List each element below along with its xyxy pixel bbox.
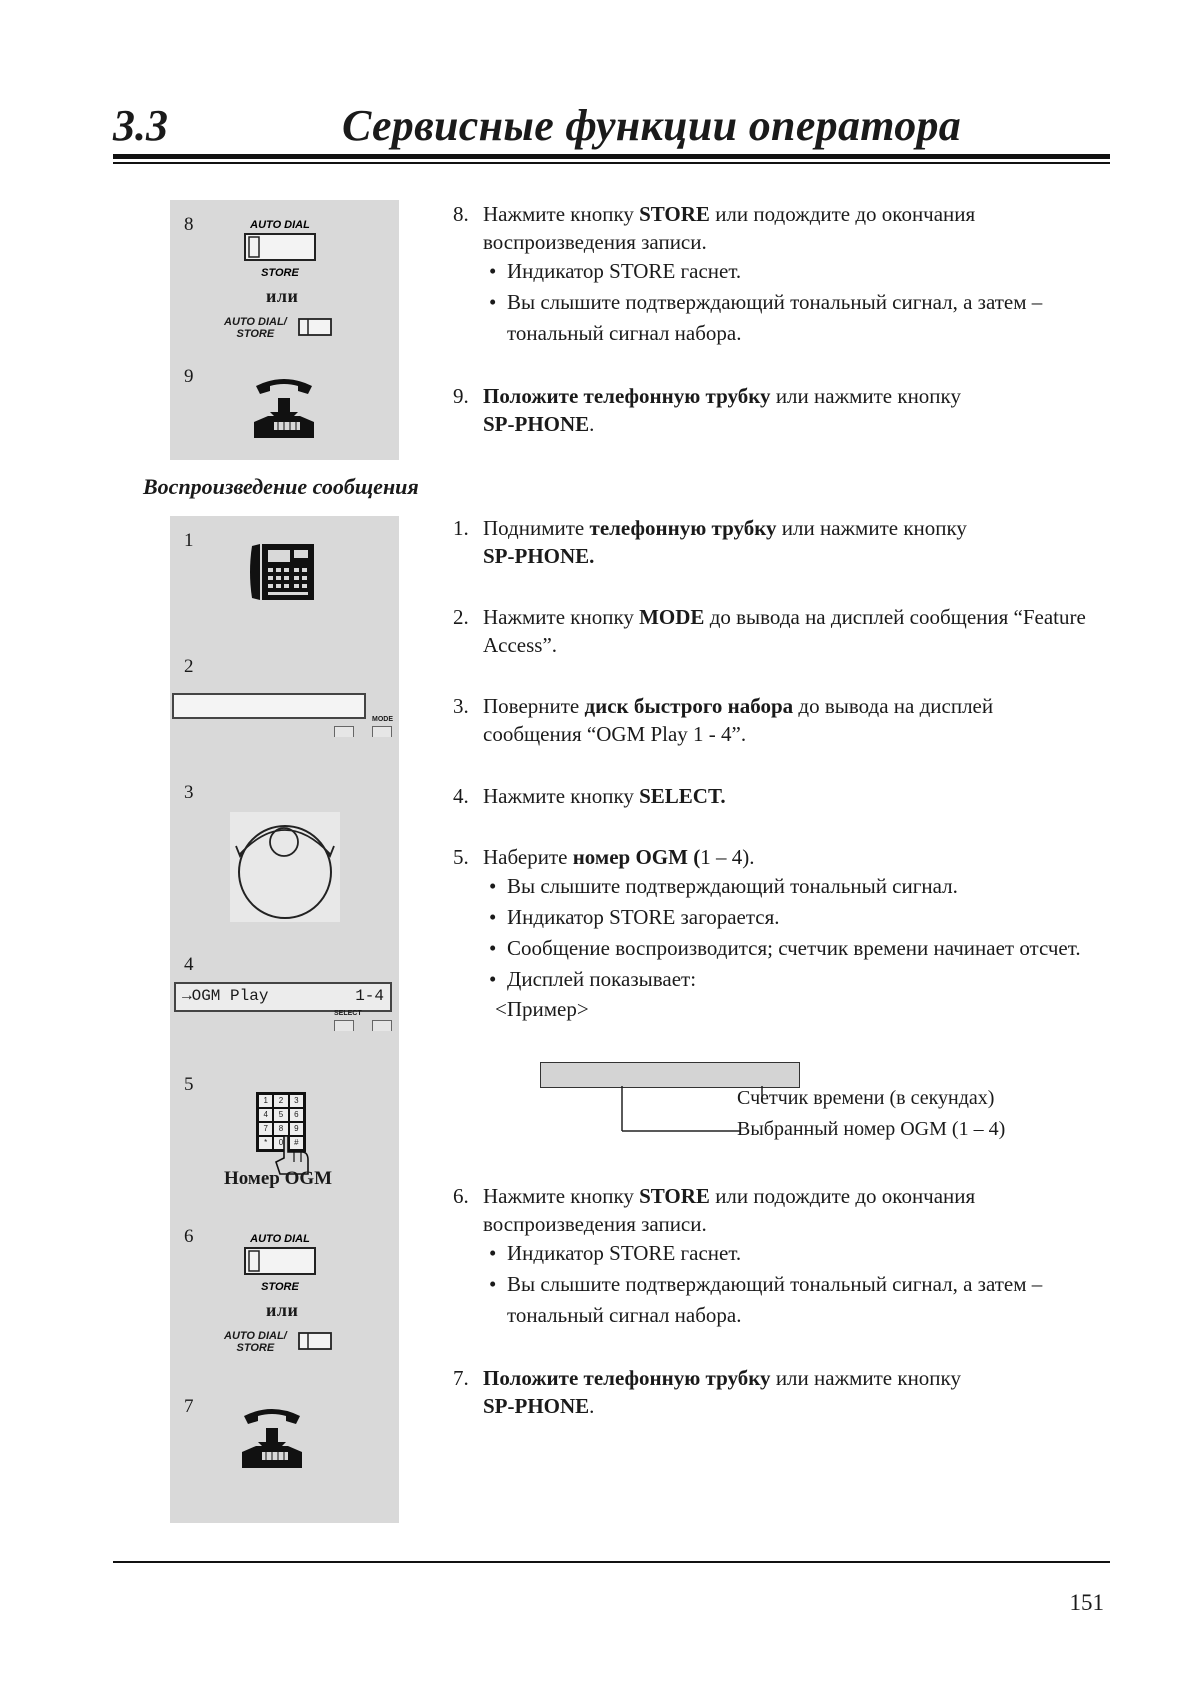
key-icon — [334, 726, 354, 737]
keypad-key: 7 — [259, 1123, 272, 1135]
bullet-item: • Дисплей показывает: — [489, 964, 1093, 995]
step-number: 3. — [453, 694, 469, 718]
auto-dial-key-icon — [298, 1332, 334, 1350]
auto-dial-key-icon — [298, 318, 334, 336]
step-number: 2. — [453, 605, 469, 629]
callout-timer: Счетчик времени (в секундах) — [737, 1087, 995, 1109]
illustration-step-number: 9 — [184, 366, 194, 387]
instruction-step — [453, 782, 1093, 810]
auto-dial-label: AUTO DIAL — [250, 219, 310, 231]
hang-up-phone-icon — [236, 1402, 308, 1474]
keypad-key: 6 — [290, 1109, 303, 1121]
section-number: 3.3 — [113, 101, 168, 150]
page-number: 151 — [1069, 1590, 1104, 1615]
step-text: Нажмите кнопку SELECT. — [483, 784, 726, 808]
step-number: 9. — [453, 384, 469, 408]
callout-ogm-number: Выбранный номер OGM (1 – 4) — [737, 1118, 1006, 1140]
keypad-key: * — [259, 1137, 272, 1149]
or-label: или — [266, 286, 299, 306]
callout-lines — [620, 1086, 740, 1132]
store-label: STORE — [261, 1281, 299, 1293]
instruction-step — [453, 382, 1093, 438]
instruction-step — [453, 514, 1093, 570]
section-heading: Воспроизведение сообщения — [143, 474, 419, 499]
instruction-step — [453, 1364, 1093, 1420]
keypad-key: 2 — [274, 1095, 287, 1107]
step-bullets — [489, 871, 1093, 995]
store-label: STORE — [261, 267, 299, 279]
bullet-item: • Индикатор STORE загорается. — [489, 902, 1093, 933]
step-text: Нажмите кнопку STORE или подождите до окончания воспроизведения записи. — [483, 1184, 976, 1236]
instruction-step — [453, 603, 1093, 659]
illustration-step-number: 3 — [184, 782, 194, 803]
display-blank — [172, 693, 366, 719]
key-icon — [372, 1020, 392, 1031]
step-bullets — [489, 1238, 1093, 1331]
illustration-step-number: 6 — [184, 1226, 194, 1247]
keypad-key: 1 — [259, 1095, 272, 1107]
keypad-key: 3 — [290, 1095, 303, 1107]
bullet-item: • Вы слышите подтверждающий тональный сигнал, а затем – тональный сигнал набора. — [489, 1269, 1093, 1331]
step-number: 6. — [453, 1184, 469, 1208]
step-number: 7. — [453, 1366, 469, 1390]
bullet-item: • Сообщение воспроизводится; счетчик времени начинает отсчет. — [489, 933, 1093, 964]
display-range: 1-4 — [355, 987, 384, 1005]
example-display — [540, 1062, 800, 1088]
step-text: Нажмите кнопку MODE до вывода на дисплей сообщения “Feature Access”. — [483, 605, 1086, 657]
instruction-step — [453, 692, 1093, 748]
or-label: или — [266, 1300, 299, 1320]
bullet-item: • Индикатор STORE гаснет. — [489, 256, 1093, 287]
header-rule-thick — [113, 154, 1110, 159]
auto-dial-store-button-icon — [240, 218, 320, 282]
header-rule-thin — [113, 162, 1110, 164]
instruction-step — [453, 843, 1093, 1023]
auto-dial-store-label: AUTO DIAL/ STORE — [224, 1330, 287, 1354]
step-text: Поднимите телефонную трубку или нажмите кнопку SP-PHONE. — [483, 516, 967, 568]
step-number: 1. — [453, 516, 469, 540]
illustration-step-number: 7 — [184, 1396, 194, 1417]
jog-dial-icon — [230, 812, 340, 922]
step-text: Положите телефонную трубку или нажмите кнопку SP-PHONE. — [483, 1366, 961, 1418]
keypad-key: 9 — [290, 1123, 303, 1135]
bullet-item: • Вы слышите подтверждающий тональный сигнал, а затем – тональный сигнал набора. — [489, 287, 1093, 349]
keypad-key: # — [290, 1137, 303, 1149]
select-label: SELECT — [334, 1010, 362, 1017]
hang-up-phone-icon — [248, 372, 320, 444]
step-text: Наберите номер OGM (1 – 4). — [483, 845, 755, 869]
mode-key-icon — [372, 726, 392, 737]
step-text: Нажмите кнопку STORE или подождите до окончания воспроизведения записи. — [483, 202, 976, 254]
step-text: Положите телефонную трубку или нажмите кнопку SP-PHONE. — [483, 384, 961, 436]
illustration-panel-top — [170, 200, 399, 460]
step-number: 4. — [453, 784, 469, 808]
keypad-key: 8 — [274, 1123, 287, 1135]
illustration-panel-bottom — [170, 516, 399, 1523]
example-label: <Пример> — [495, 997, 589, 1021]
bullet-item: • Индикатор STORE гаснет. — [489, 1238, 1093, 1269]
auto-dial-label: AUTO DIAL — [250, 1233, 310, 1245]
illustration-step-number: 1 — [184, 530, 194, 551]
step-number: 5. — [453, 845, 469, 869]
illustration-step-number: 4 — [184, 954, 194, 975]
display-text: →OGM Play — [182, 987, 269, 1005]
auto-dial-store-label: AUTO DIAL/ STORE — [224, 316, 287, 340]
illustration-step-number: 5 — [184, 1074, 194, 1095]
mode-label: MODE — [372, 716, 393, 723]
illustration-step-number: 2 — [184, 656, 194, 677]
step-number: 8. — [453, 202, 469, 226]
step-bullets — [489, 256, 1093, 349]
illustration-step-number: 8 — [184, 214, 194, 235]
display-ogm-play — [174, 982, 392, 1012]
auto-dial-store-button-icon — [240, 1232, 320, 1296]
ogm-number-caption: Номер OGM — [224, 1168, 333, 1189]
bullet-item: • Вы слышите подтверждающий тональный сигнал. — [489, 871, 1093, 902]
page-title: Сервисные функции оператора — [342, 101, 962, 150]
step-text: Поверните диск быстрого набора до вывода на дисплей сообщения “OGM Play 1 - 4”. — [483, 694, 994, 746]
instruction-step — [453, 200, 1093, 349]
instruction-step — [453, 1182, 1093, 1331]
select-key-icon — [334, 1020, 354, 1031]
keypad-key: 4 — [259, 1109, 272, 1121]
keypad-key: 5 — [274, 1109, 287, 1121]
desk-phone-icon — [246, 540, 318, 604]
footer-rule — [113, 1561, 1110, 1563]
keypad-key: 0 — [274, 1137, 287, 1149]
